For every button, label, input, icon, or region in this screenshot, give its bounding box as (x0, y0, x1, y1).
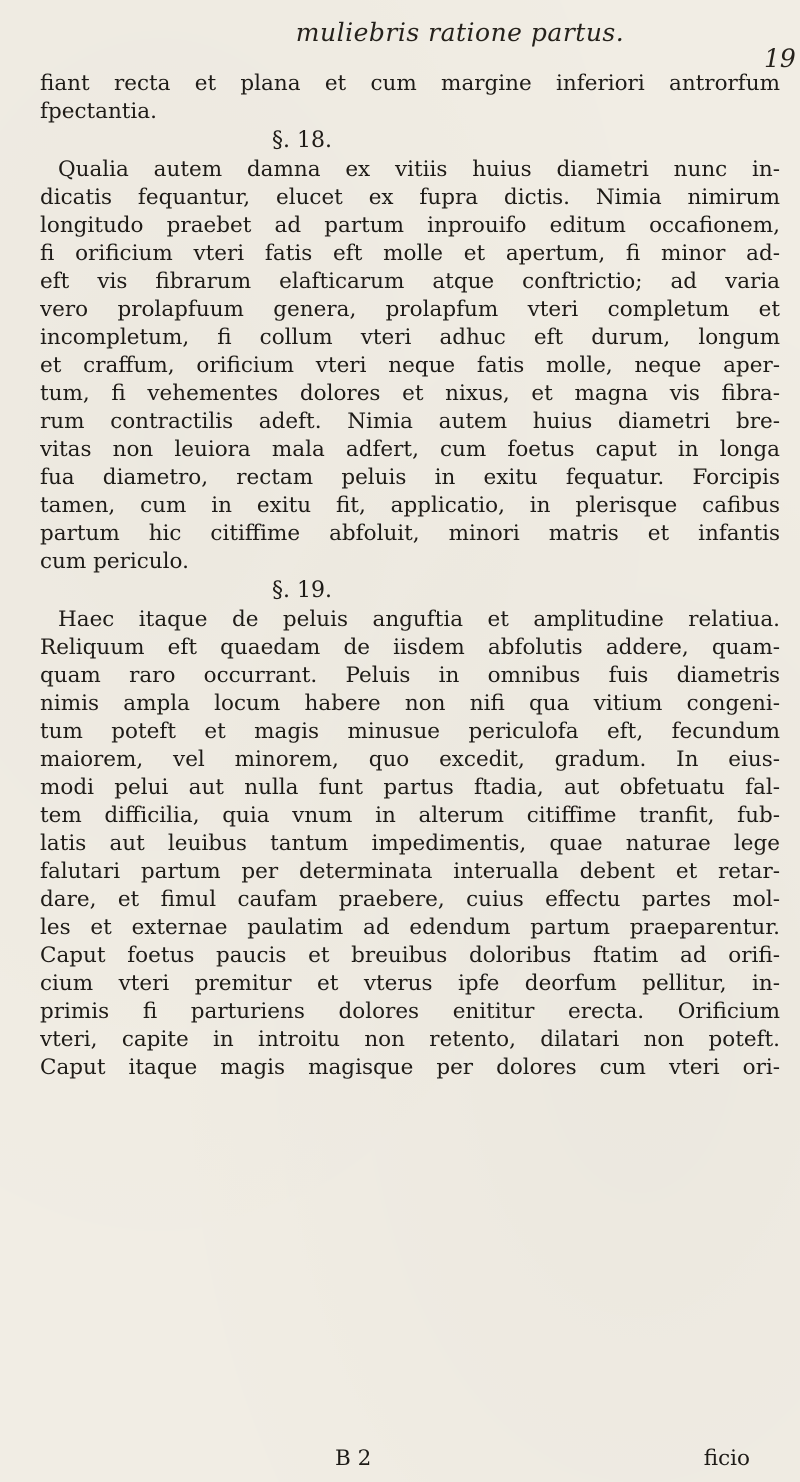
text-line: fua diametro, rectam peluis in exitu fequatur. Forcipis (40, 465, 780, 490)
text-line: falutari partum per determinata interualla debent et retar- (40, 859, 780, 884)
paragraph-2 (40, 156, 780, 576)
page-number: 19 (764, 44, 796, 73)
text-line: rum contractilis adeft. Nimia autem huius diametri bre- (40, 409, 780, 434)
text-line: maiorem, vel minorem, quo excedit, gradum. In eius- (40, 747, 780, 772)
text-line: cium vteri premitur et vterus ipfe deorfum pellitur, in- (40, 971, 780, 996)
text-line: Haec itaque de peluis anguftia et amplitudine relatiua. (58, 607, 780, 632)
text-line: fpectantia. (40, 99, 157, 124)
text-line: longitudo praebet ad partum inprouifo editum occafionem, (40, 213, 780, 238)
section-heading-18: §. 18. (272, 128, 332, 153)
section-heading-19: §. 19. (272, 578, 332, 603)
paragraph-3 (40, 606, 780, 1082)
running-head: muliebris ratione partus. (295, 18, 625, 47)
text-line: vteri, capite in introitu non retento, dilatari non poteft. (40, 1027, 780, 1052)
text-line: vero prolapfuum genera, prolapfum vteri completum et (40, 297, 780, 322)
text-line: Caput itaque magis magisque per dolores cum vteri ori- (40, 1055, 780, 1080)
text-line: dare, et fimul caufam praebere, cuius effectu partes mol- (40, 887, 780, 912)
page-footer (40, 1446, 780, 1474)
text-line: nimis ampla locum habere non nifi qua vitium congeni- (40, 691, 780, 716)
text-line: tamen, cum in exitu fit, applicatio, in plerisque cafibus (40, 493, 780, 518)
text-line: eft vis fibrarum elafticarum atque conftrictio; ad varia (40, 269, 780, 294)
text-line: et craffum, orificium vteri neque fatis molle, neque aper- (40, 353, 780, 378)
text-line: tum, fi vehementes dolores et nixus, et magna vis fibra- (40, 381, 780, 406)
text-line: vitas non leuiora mala adfert, cum foetus caput in longa (40, 437, 780, 462)
catchword: ficio (703, 1446, 750, 1471)
signature-mark: B 2 (335, 1446, 372, 1471)
paragraph-1 (40, 70, 780, 126)
text-line: fi orificium vteri fatis eft molle et apertum, fi minor ad- (40, 241, 780, 266)
text-line: latis aut leuibus tantum impedimentis, quae naturae lege (40, 831, 780, 856)
text-line: quam raro occurrant. Peluis in omnibus fuis diametris (40, 663, 780, 688)
main-text (40, 70, 780, 1082)
text-line: Caput foetus paucis et breuibus doloribus ftatim ad orifi- (40, 943, 780, 968)
text-line: Reliquum eft quaedam de iisdem abfolutis addere, quam- (40, 635, 780, 660)
text-line: incompletum, fi collum vteri adhuc eft durum, longum (40, 325, 780, 350)
text-line: fiant recta et plana et cum margine inferiori antrorfum (40, 71, 780, 96)
text-line: dicatis fequantur, elucet ex fupra dictis. Nimia nimirum (40, 185, 780, 210)
text-line: les et externae paulatim ad edendum partum praeparentur. (40, 915, 780, 940)
text-line: tum poteft et magis minusue periculofa eft, fecundum (40, 719, 780, 744)
text-line: Qualia autem damna ex vitiis huius diametri nunc in- (58, 157, 780, 182)
text-line: modi pelui aut nulla funt partus ftadia, aut obfetuatu fal- (40, 775, 780, 800)
text-line: partum hic citiffime abfoluit, minori matris et infantis (40, 521, 780, 546)
text-line: tem difficilia, quia vnum in alterum citiffime tranfit, fub- (40, 803, 780, 828)
text-line: cum periculo. (40, 549, 189, 574)
text-line: primis fi parturiens dolores enititur erecta. Orificium (40, 999, 780, 1024)
